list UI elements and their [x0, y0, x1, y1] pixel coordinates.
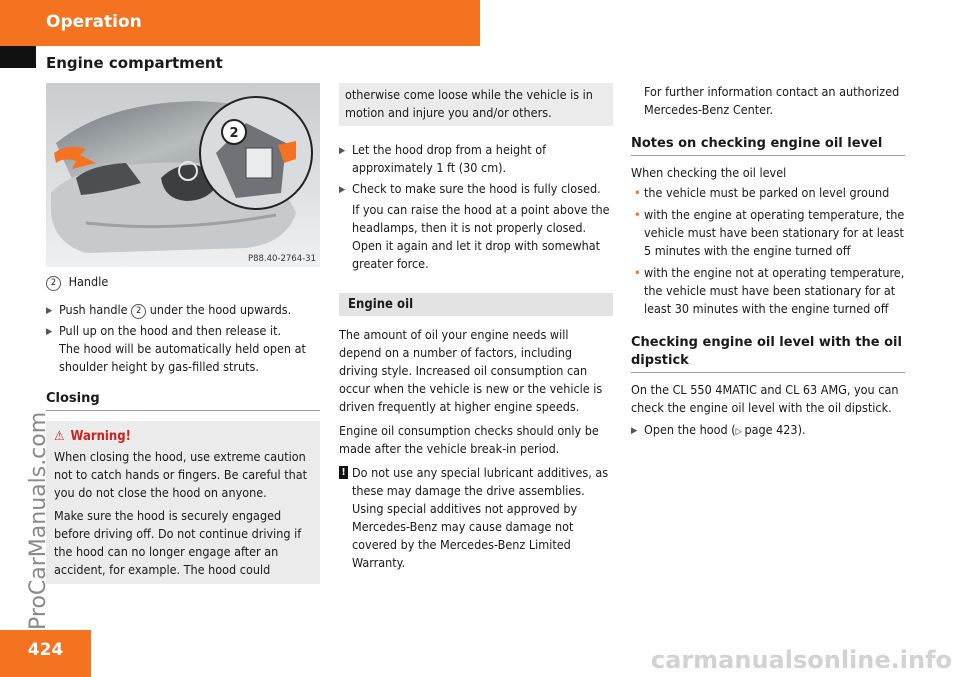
warning-paragraph-1: When closing the hood, use extreme caution not to catch hands or fingers. Be careful that you do not close the hood on anyone.	[54, 449, 308, 500]
column-2	[339, 83, 613, 572]
bullet-dot-icon: •	[634, 185, 641, 200]
condition-item-2	[631, 206, 905, 260]
header-tab-marker	[0, 46, 36, 68]
step-text-end: ).	[797, 422, 806, 437]
dipstick-heading: Checking engine oil level with the oil dipstick	[631, 334, 905, 373]
figure-code: P88.40-2764-31	[247, 254, 316, 264]
step-arrow-icon: ▶	[339, 146, 346, 156]
page-number-box	[0, 630, 91, 677]
closing-heading: Closing	[46, 390, 320, 411]
step-arrow-icon: ▶	[339, 185, 346, 195]
step-push-handle	[46, 301, 320, 319]
step-let-hood-drop	[339, 141, 613, 177]
page-number: 424	[27, 640, 64, 660]
section-title: Operation	[46, 12, 142, 32]
engine-oil-section-title: Engine oil	[339, 293, 613, 316]
page-ref-arrow-icon: ▷	[735, 427, 745, 437]
condition-text: with the engine not at operating temperature, the vehicle must have been stationary for at least 30 minutes with the engine turned off	[644, 265, 905, 316]
step-text-cont: under the hood upwards.	[149, 302, 292, 317]
step-text: Check to make sure the hood is fully closed.	[352, 181, 601, 196]
oil-check-intro: When checking the oil level	[631, 165, 787, 180]
step-note: If you can raise the hood at a point above the headlamps, then it is not properly closed. Open it again and let it drop with somewhat greater force.	[352, 202, 610, 271]
condition-item-3	[631, 264, 905, 318]
continued-paragraph: For further information contact an authorized Mercedes-Benz Center.	[644, 84, 900, 117]
hood-figure	[46, 83, 320, 267]
warning-title: Warning!	[70, 429, 131, 444]
condition-item-1	[631, 184, 905, 202]
engine-oil-paragraph-2: Engine oil consumption checks should only be made after the vehicle break-in period.	[339, 423, 599, 456]
step-open-hood	[631, 421, 905, 441]
caution-mark-icon: !	[339, 466, 348, 479]
condition-text: the vehicle must be parked on level ground	[644, 185, 890, 200]
figure-caption	[46, 273, 320, 291]
step-check-hood-closed	[339, 180, 613, 198]
caption-text: Handle	[68, 274, 109, 289]
engine-oil-paragraph-1: The amount of oil your engine needs will depend on a number of factors, including driving style. Increased oil consumption can occur when the vehicle is new or the vehicle is driven frequently at higher engine speeds.	[339, 327, 603, 414]
subsection-title: Engine compartment	[46, 54, 223, 72]
column-1	[46, 83, 320, 584]
section-header-bar	[0, 0, 480, 46]
step-note: The hood will be automatically held open at shoulder height by gas-filled struts.	[59, 341, 306, 374]
warning-triangle-icon: ⚠	[54, 429, 65, 444]
warning-paragraph-2: Make sure the hood is securely engaged before driving off. Do not continue driving if the hood can no longer engage after an accident, for example. The hood could	[54, 508, 302, 577]
bottom-watermark: carmanualsonline.info	[650, 646, 952, 674]
bullet-dot-icon: •	[634, 207, 641, 222]
caution-note	[339, 464, 613, 572]
side-watermark: ProCarManuals.com	[26, 411, 51, 630]
step-pull-up-hood	[46, 322, 320, 340]
figure-callout-2: 2	[229, 126, 239, 141]
car-hood-illustration	[46, 83, 320, 267]
step-arrow-icon: ▶	[46, 327, 53, 337]
notes-oil-level-heading: Notes on checking engine oil level	[631, 135, 905, 156]
step-arrow-icon: ▶	[46, 306, 53, 316]
step-text: Pull up on the hood and then release it.	[59, 323, 282, 338]
dipstick-paragraph: On the CL 550 4MATIC and CL 63 AMG, you can check the engine oil level with the oil dipstick.	[631, 382, 899, 415]
step-text: Let the hood drop from a height of approximately 1 ft (30 cm).	[352, 142, 547, 175]
warning-box	[46, 421, 320, 584]
condition-text: with the engine at operating temperature, the vehicle must have been stationary for at least 5 minutes with the engine turned off	[644, 207, 905, 258]
column-3	[631, 83, 905, 441]
step-arrow-icon: ▶	[631, 426, 638, 436]
caution-text: Do not use any special lubricant additives, as these may damage the drive assemblies. Using special additives not approved by Mercedes-Benz may cause damage not covered by the Mercedes-Benz Limited Warranty.	[352, 465, 609, 570]
caption-number: 2	[46, 276, 61, 291]
step-text: Push handle	[59, 302, 128, 317]
step-text: Open the hood (	[644, 422, 736, 437]
warning-box-continued: otherwise come loose while the vehicle is in motion and injure you and/or others.	[339, 83, 613, 126]
page-reference-link[interactable]: page 423	[744, 422, 798, 437]
inline-ref-number: 2	[131, 304, 146, 319]
warning-title-row	[54, 429, 312, 444]
bullet-dot-icon: •	[634, 265, 641, 280]
